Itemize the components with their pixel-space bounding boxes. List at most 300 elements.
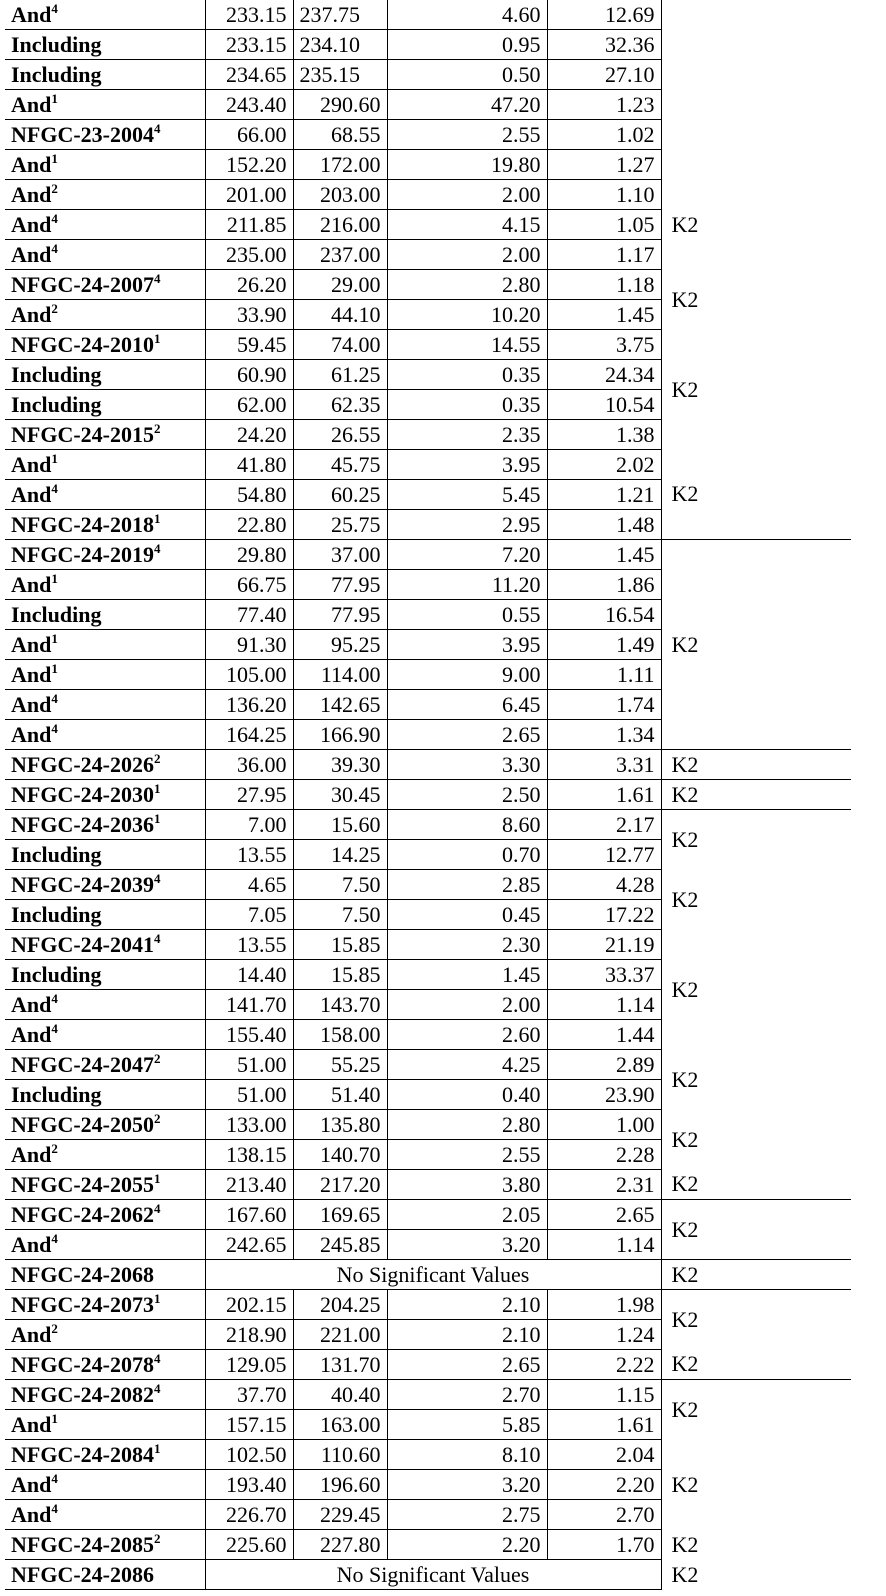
from-cell: 59.45	[205, 330, 293, 360]
to-cell: 30.45	[293, 780, 387, 810]
to-cell: 140.70	[293, 1140, 387, 1170]
footnote-marker: 1	[153, 1290, 161, 1306]
hole-id-cell	[5, 120, 205, 150]
to-cell: 235.15	[293, 60, 387, 90]
au-grade-cell: 1.21	[547, 480, 661, 510]
au-grade-cell: 3.31	[547, 750, 661, 780]
to-cell: 29.00	[293, 270, 387, 300]
from-cell: 157.15	[205, 1410, 293, 1440]
footnote-marker: 1	[153, 1440, 161, 1456]
table-row	[5, 1260, 851, 1290]
au-grade-cell: 27.10	[547, 60, 661, 90]
footnote-marker: 2	[153, 1050, 161, 1066]
from-cell: 29.80	[205, 540, 293, 570]
to-cell: 229.45	[293, 1500, 387, 1530]
table-row	[5, 750, 851, 780]
hole-id-cell	[5, 1110, 205, 1140]
zone-cell: K2	[661, 270, 851, 330]
footnote-marker: 1	[51, 570, 58, 586]
hole-id-text: And	[11, 1141, 52, 1167]
hole-id-text: And	[11, 211, 52, 237]
hole-id-cell	[5, 720, 205, 750]
table-row	[5, 1380, 851, 1410]
hole-id-cell	[5, 420, 205, 450]
from-cell: 54.80	[205, 480, 293, 510]
hole-id-cell	[5, 1530, 205, 1560]
hole-id-text: NFGC-24-2084	[11, 1441, 154, 1467]
table-row	[5, 870, 851, 900]
footnote-marker: 4	[51, 1230, 58, 1246]
hole-id-text: NFGC-24-2041	[11, 931, 154, 957]
au-grade-cell: 32.36	[547, 30, 661, 60]
hole-id-text: NFGC-24-2039	[11, 871, 154, 897]
from-cell: 14.40	[205, 960, 293, 990]
au-grade-cell: 3.75	[547, 330, 661, 360]
from-cell: 7.05	[205, 900, 293, 930]
hole-id-cell	[5, 90, 205, 120]
hole-id-cell	[5, 1560, 205, 1590]
to-cell: 37.00	[293, 540, 387, 570]
to-cell: 204.25	[293, 1290, 387, 1320]
interval-cell: 2.70	[387, 1380, 547, 1410]
hole-id-cell	[5, 1230, 205, 1260]
interval-cell: 0.70	[387, 840, 547, 870]
to-cell: 227.80	[293, 1530, 387, 1560]
interval-cell: 3.80	[387, 1170, 547, 1200]
hole-id-text: NFGC-24-2086	[11, 1561, 154, 1587]
zone-cell: K2	[661, 1290, 851, 1350]
interval-cell: 19.80	[387, 150, 547, 180]
to-cell: 60.25	[293, 480, 387, 510]
zone-cell: K2	[661, 750, 851, 780]
au-grade-cell: 1.24	[547, 1320, 661, 1350]
hole-id-text: NFGC-24-2073	[11, 1291, 154, 1317]
to-cell: 62.35	[293, 390, 387, 420]
table-row	[5, 330, 851, 360]
to-cell: 61.25	[293, 360, 387, 390]
au-grade-cell: 1.86	[547, 570, 661, 600]
au-grade-cell: 1.10	[547, 180, 661, 210]
from-cell: 22.80	[205, 510, 293, 540]
from-cell: 193.40	[205, 1470, 293, 1500]
hole-id-cell	[5, 240, 205, 270]
zone-cell: K2	[661, 930, 851, 1050]
au-grade-cell: 2.70	[547, 1500, 661, 1530]
interval-cell: 14.55	[387, 330, 547, 360]
interval-cell: 2.65	[387, 1350, 547, 1380]
au-grade-cell: 1.44	[547, 1020, 661, 1050]
hole-id-cell	[5, 1470, 205, 1500]
hole-id-text: And	[11, 991, 52, 1017]
from-cell: 24.20	[205, 420, 293, 450]
interval-cell: 4.15	[387, 210, 547, 240]
au-grade-cell: 17.22	[547, 900, 661, 930]
zone-cell: K2	[661, 1380, 851, 1440]
au-grade-cell: 1.61	[547, 1410, 661, 1440]
au-grade-cell: 1.05	[547, 210, 661, 240]
footnote-marker: 2	[51, 1140, 58, 1156]
hole-id-text: And	[11, 1471, 52, 1497]
footnote-marker: 4	[153, 540, 161, 556]
footnote-marker: 1	[51, 1410, 58, 1426]
hole-id-text: And	[11, 181, 52, 207]
au-grade-cell: 23.90	[547, 1080, 661, 1110]
au-grade-cell: 1.49	[547, 630, 661, 660]
from-cell: 13.55	[205, 930, 293, 960]
hole-id-cell	[5, 1290, 205, 1320]
footnote-marker: 4	[153, 930, 161, 946]
interval-cell: 0.45	[387, 900, 547, 930]
to-cell: 95.25	[293, 630, 387, 660]
hole-id-cell	[5, 180, 205, 210]
to-cell: 172.00	[293, 150, 387, 180]
from-cell: 164.25	[205, 720, 293, 750]
interval-cell: 6.45	[387, 690, 547, 720]
au-grade-cell: 1.17	[547, 240, 661, 270]
footnote-marker: 1	[51, 450, 58, 466]
zone-cell: K2	[661, 870, 851, 930]
au-grade-cell: 2.04	[547, 1440, 661, 1470]
interval-cell: 3.95	[387, 630, 547, 660]
from-cell: 4.65	[205, 870, 293, 900]
footnote-marker: 4	[51, 690, 58, 706]
from-cell: 155.40	[205, 1020, 293, 1050]
to-cell: 44.10	[293, 300, 387, 330]
footnote-marker: 1	[153, 1170, 161, 1186]
from-cell: 51.00	[205, 1050, 293, 1080]
hole-id-cell	[5, 780, 205, 810]
interval-cell: 2.10	[387, 1290, 547, 1320]
hole-id-text: NFGC-24-2085	[11, 1531, 154, 1557]
from-cell: 7.00	[205, 810, 293, 840]
au-grade-cell: 1.00	[547, 1110, 661, 1140]
hole-id-text: And	[11, 151, 52, 177]
au-grade-cell: 24.34	[547, 360, 661, 390]
au-grade-cell: 10.54	[547, 390, 661, 420]
from-cell: 66.00	[205, 120, 293, 150]
interval-cell: 3.30	[387, 750, 547, 780]
interval-cell: 2.80	[387, 1110, 547, 1140]
table-row	[5, 1350, 851, 1380]
from-cell: 129.05	[205, 1350, 293, 1380]
au-grade-cell: 12.69	[547, 0, 661, 30]
from-cell: 211.85	[205, 210, 293, 240]
hole-id-cell	[5, 750, 205, 780]
table-row	[5, 450, 851, 480]
to-cell: 7.50	[293, 900, 387, 930]
au-grade-cell: 16.54	[547, 600, 661, 630]
au-grade-cell: 1.02	[547, 120, 661, 150]
from-cell: 138.15	[205, 1140, 293, 1170]
table-row	[5, 1050, 851, 1080]
to-cell: 15.85	[293, 960, 387, 990]
hole-id-text: NFGC-24-2015	[11, 421, 154, 447]
au-grade-cell: 2.22	[547, 1350, 661, 1380]
hole-id-text: And	[11, 481, 52, 507]
to-cell: 15.60	[293, 810, 387, 840]
zone-cell: K2	[661, 1110, 851, 1170]
footnote-marker: 1	[153, 510, 161, 526]
interval-cell: 2.00	[387, 990, 547, 1020]
hole-id-cell	[5, 0, 205, 30]
au-grade-cell: 4.28	[547, 870, 661, 900]
footnote-marker: 4	[153, 270, 161, 286]
table-row	[5, 1170, 851, 1200]
interval-cell: 0.35	[387, 360, 547, 390]
to-cell: 74.00	[293, 330, 387, 360]
hole-id-cell	[5, 810, 205, 840]
interval-cell: 2.30	[387, 930, 547, 960]
hole-id-text: Including	[11, 901, 102, 927]
from-cell: 218.90	[205, 1320, 293, 1350]
interval-cell: 0.95	[387, 30, 547, 60]
au-grade-cell: 2.17	[547, 810, 661, 840]
au-grade-cell: 2.28	[547, 1140, 661, 1170]
hole-id-cell	[5, 270, 205, 300]
hole-id-cell	[5, 930, 205, 960]
hole-id-cell	[5, 480, 205, 510]
from-cell: 27.95	[205, 780, 293, 810]
hole-id-cell	[5, 330, 205, 360]
au-grade-cell: 1.38	[547, 420, 661, 450]
to-cell: 143.70	[293, 990, 387, 1020]
hole-id-text: NFGC-24-2018	[11, 511, 154, 537]
from-cell: 167.60	[205, 1200, 293, 1230]
au-grade-cell: 2.31	[547, 1170, 661, 1200]
footnote-marker: 1	[51, 90, 58, 106]
interval-cell: 2.60	[387, 1020, 547, 1050]
table-row	[5, 810, 851, 840]
hole-id-cell	[5, 870, 205, 900]
interval-cell: 2.65	[387, 720, 547, 750]
from-cell: 233.15	[205, 0, 293, 30]
from-cell: 66.75	[205, 570, 293, 600]
hole-id-cell	[5, 660, 205, 690]
footnote-marker: 2	[51, 300, 58, 316]
footnote-marker: 2	[153, 1110, 161, 1126]
hole-id-text: And	[11, 1411, 52, 1437]
footnote-marker: 4	[153, 870, 161, 886]
table-row	[5, 1110, 851, 1140]
from-cell: 33.90	[205, 300, 293, 330]
to-cell: 135.80	[293, 1110, 387, 1140]
interval-cell: 11.20	[387, 570, 547, 600]
interval-cell: 0.35	[387, 390, 547, 420]
from-cell: 133.00	[205, 1110, 293, 1140]
from-cell: 235.00	[205, 240, 293, 270]
from-cell: 36.00	[205, 750, 293, 780]
hole-id-text: And	[11, 301, 52, 327]
interval-cell: 10.20	[387, 300, 547, 330]
hole-id-text: NFGC-24-2019	[11, 541, 154, 567]
from-cell: 234.65	[205, 60, 293, 90]
table-row	[5, 1530, 851, 1560]
footnote-marker: 4	[153, 1350, 161, 1366]
au-grade-cell: 1.18	[547, 270, 661, 300]
interval-cell: 7.20	[387, 540, 547, 570]
from-cell: 136.20	[205, 690, 293, 720]
interval-cell: 2.00	[387, 240, 547, 270]
footnote-marker: 4	[51, 0, 58, 16]
interval-cell: 2.75	[387, 1500, 547, 1530]
table-row	[5, 180, 851, 210]
au-grade-cell: 2.02	[547, 450, 661, 480]
hole-id-cell	[5, 1200, 205, 1230]
hole-id-cell	[5, 1320, 205, 1350]
hole-id-cell	[5, 390, 205, 420]
from-cell: 26.20	[205, 270, 293, 300]
table-body	[5, 0, 851, 1590]
from-cell: 213.40	[205, 1170, 293, 1200]
from-cell: 225.60	[205, 1530, 293, 1560]
from-cell: 243.40	[205, 90, 293, 120]
au-grade-cell: 1.45	[547, 540, 661, 570]
interval-cell: 3.95	[387, 450, 547, 480]
interval-cell: 9.00	[387, 660, 547, 690]
hole-id-text: NFGC-24-2078	[11, 1351, 154, 1377]
interval-cell: 2.95	[387, 510, 547, 540]
hole-id-text: NFGC-23-2004	[11, 121, 154, 147]
hole-id-cell	[5, 960, 205, 990]
interval-cell: 2.35	[387, 420, 547, 450]
to-cell: 45.75	[293, 450, 387, 480]
footnote-marker: 4	[51, 720, 58, 736]
interval-cell: 3.20	[387, 1470, 547, 1500]
hole-id-text: And	[11, 721, 52, 747]
to-cell: 217.20	[293, 1170, 387, 1200]
footnote-marker: 2	[153, 750, 161, 766]
hole-id-cell	[5, 210, 205, 240]
to-cell: 15.85	[293, 930, 387, 960]
hole-id-text: And	[11, 691, 52, 717]
from-cell: 141.70	[205, 990, 293, 1020]
hole-id-cell	[5, 990, 205, 1020]
footnote-marker: 2	[153, 420, 161, 436]
footnote-marker: 4	[51, 1500, 58, 1516]
hole-id-text: And	[11, 571, 52, 597]
interval-cell: 2.20	[387, 1530, 547, 1560]
footnote-marker: 1	[51, 630, 58, 646]
au-grade-cell: 1.45	[547, 300, 661, 330]
table-row	[5, 1200, 851, 1230]
from-cell: 233.15	[205, 30, 293, 60]
from-cell: 202.15	[205, 1290, 293, 1320]
footnote-marker: 4	[51, 210, 58, 226]
interval-cell: 4.25	[387, 1050, 547, 1080]
footnote-marker: 1	[51, 150, 58, 166]
table-row	[5, 1560, 851, 1590]
footnote-marker: 2	[51, 180, 58, 196]
hole-id-text: Including	[11, 961, 102, 987]
to-cell: 68.55	[293, 120, 387, 150]
hole-id-text: NFGC-24-2062	[11, 1201, 154, 1227]
au-grade-cell: 1.61	[547, 780, 661, 810]
from-cell: 105.00	[205, 660, 293, 690]
interval-cell: 0.40	[387, 1080, 547, 1110]
interval-cell: 8.60	[387, 810, 547, 840]
from-cell: 91.30	[205, 630, 293, 660]
interval-cell: 2.55	[387, 120, 547, 150]
hole-id-text: NFGC-24-2047	[11, 1051, 154, 1077]
hole-id-cell	[5, 540, 205, 570]
hole-id-text: And	[11, 631, 52, 657]
au-grade-cell: 1.34	[547, 720, 661, 750]
hole-id-text: And	[11, 241, 52, 267]
interval-cell: 2.10	[387, 1320, 547, 1350]
zone-cell: K2	[661, 330, 851, 450]
au-grade-cell: 1.98	[547, 1290, 661, 1320]
no-significant-values-cell: No Significant Values	[205, 1260, 661, 1290]
au-grade-cell: 1.74	[547, 690, 661, 720]
interval-cell: 47.20	[387, 90, 547, 120]
hole-id-cell	[5, 1080, 205, 1110]
hole-id-text: Including	[11, 1081, 102, 1107]
hole-id-text: And	[11, 451, 52, 477]
au-grade-cell: 1.14	[547, 1230, 661, 1260]
interval-cell: 2.85	[387, 870, 547, 900]
hole-id-text: And	[11, 1231, 52, 1257]
footnote-marker: 2	[153, 1530, 161, 1546]
hole-id-text: And	[11, 1, 52, 27]
from-cell: 152.20	[205, 150, 293, 180]
hole-id-cell	[5, 30, 205, 60]
zone-cell: K2	[661, 1050, 851, 1110]
interval-cell: 5.85	[387, 1410, 547, 1440]
au-grade-cell: 1.27	[547, 150, 661, 180]
to-cell: 55.25	[293, 1050, 387, 1080]
footnote-marker: 2	[51, 1320, 58, 1336]
zone-cell: K2	[661, 1260, 851, 1290]
to-cell: 166.90	[293, 720, 387, 750]
hole-id-text: NFGC-24-2026	[11, 751, 154, 777]
hole-id-text: NFGC-24-2055	[11, 1171, 154, 1197]
footnote-marker: 4	[153, 120, 161, 136]
to-cell: 25.75	[293, 510, 387, 540]
from-cell: 37.70	[205, 1380, 293, 1410]
hole-id-cell	[5, 450, 205, 480]
to-cell: 221.00	[293, 1320, 387, 1350]
from-cell: 242.65	[205, 1230, 293, 1260]
hole-id-text: NFGC-24-2010	[11, 331, 154, 357]
to-cell: 290.60	[293, 90, 387, 120]
table-row	[5, 780, 851, 810]
to-cell: 237.00	[293, 240, 387, 270]
footnote-marker: 4	[153, 1380, 161, 1396]
from-cell: 201.00	[205, 180, 293, 210]
to-cell: 131.70	[293, 1350, 387, 1380]
to-cell: 77.95	[293, 600, 387, 630]
hole-id-cell	[5, 1170, 205, 1200]
hole-id-cell	[5, 690, 205, 720]
hole-id-text: Including	[11, 31, 102, 57]
hole-id-cell	[5, 1440, 205, 1470]
footnote-marker: 1	[153, 780, 161, 796]
interval-cell: 8.10	[387, 1440, 547, 1470]
zone-cell: K2	[661, 180, 851, 270]
hole-id-cell	[5, 1380, 205, 1410]
to-cell: 26.55	[293, 420, 387, 450]
hole-id-text: Including	[11, 361, 102, 387]
to-cell: 51.40	[293, 1080, 387, 1110]
interval-cell: 4.60	[387, 0, 547, 30]
hole-id-text: And	[11, 1501, 52, 1527]
to-cell: 39.30	[293, 750, 387, 780]
footnote-marker: 1	[153, 330, 161, 346]
zone-cell	[661, 0, 851, 180]
hole-id-text: And	[11, 1021, 52, 1047]
to-cell: 110.60	[293, 1440, 387, 1470]
hole-id-text: And	[11, 661, 52, 687]
